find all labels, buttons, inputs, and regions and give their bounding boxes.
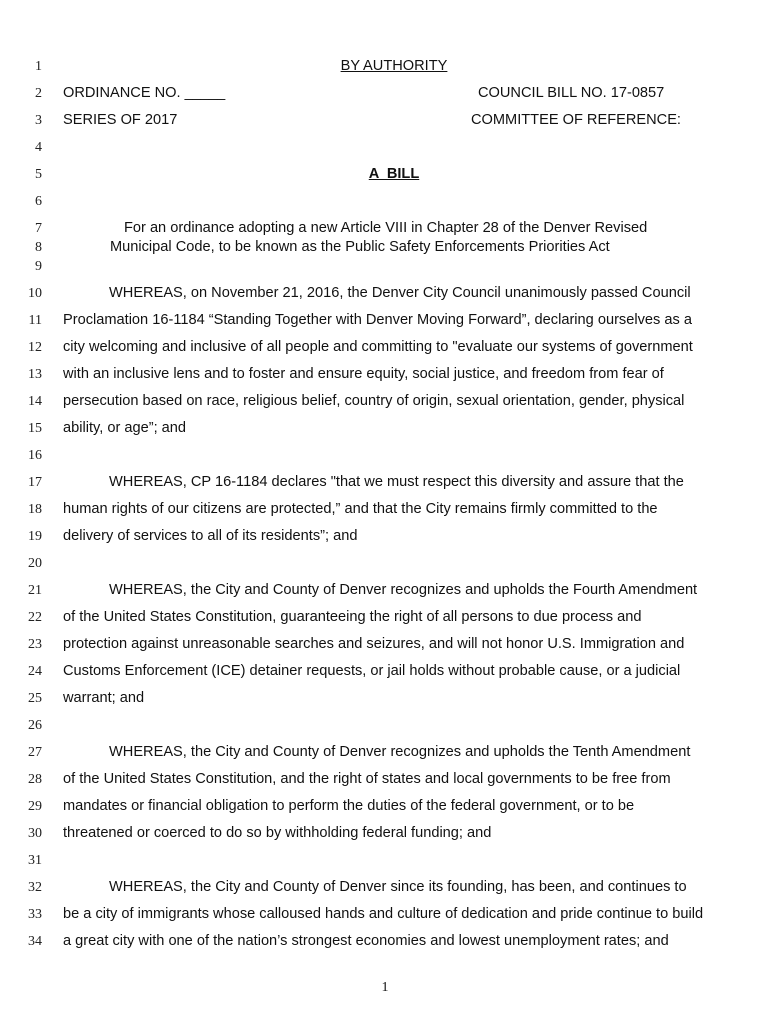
line-number: 26 [28, 718, 42, 733]
line-number: 23 [28, 637, 42, 652]
line-number: 16 [28, 448, 42, 463]
body-line: Proclamation 16-1184 “Standing Together with Denver Moving Forward”, declaring ourselves as a [63, 312, 692, 328]
line-number: 33 [28, 907, 42, 922]
line-number: 29 [28, 799, 42, 814]
committee-of-reference: COMMITTEE OF REFERENCE: [471, 112, 681, 128]
council-bill-number: COUNCIL BILL NO. 17-0857 [478, 85, 665, 101]
line-number: 19 [28, 529, 42, 544]
line-number: 15 [28, 421, 42, 436]
body-line: WHEREAS, the City and County of Denver recognizes and upholds the Fourth Amendment [109, 582, 698, 598]
body-line: WHEREAS, the City and County of Denver since its founding, has been, and continues to [109, 879, 687, 895]
line-number: 22 [28, 610, 42, 625]
line-number: 25 [28, 691, 42, 706]
line-number: 24 [28, 664, 42, 679]
line-number: 3 [35, 113, 42, 128]
line-number: 7 [35, 221, 42, 236]
line-number: 28 [28, 772, 42, 787]
body-line: WHEREAS, the City and County of Denver recognizes and upholds the Tenth Amendment [109, 744, 691, 760]
line-number: 17 [28, 475, 42, 490]
body-line: a great city with one of the nation’s strongest economies and lowest unemployment rates; and [63, 933, 669, 949]
body-line: of the United States Constitution, guaranteeing the right of all persons to due process and [63, 609, 642, 625]
body-line: mandates or financial obligation to perform the duties of the federal government, or to be [63, 798, 635, 814]
line-number: 21 [28, 583, 42, 598]
line-number: 30 [28, 826, 42, 841]
line-number: 6 [35, 194, 42, 209]
line-number: 8 [35, 240, 42, 255]
line-number: 1 [35, 59, 42, 74]
line-number: 4 [35, 140, 42, 155]
by-authority-heading: BY AUTHORITY [340, 58, 448, 74]
line-number: 10 [28, 286, 42, 301]
line-number: 31 [28, 853, 42, 868]
line-number: 18 [28, 502, 42, 517]
body-line: WHEREAS, CP 16-1184 declares "that we must respect this diversity and assure that the [109, 474, 684, 490]
ordinance-number: ORDINANCE NO. _____ [63, 85, 226, 101]
body-line: persecution based on race, religious belief, country of origin, sexual orientation, gender, physical [63, 393, 685, 409]
body-line: threatened or coerced to do so by withholding federal funding; and [63, 825, 492, 841]
body-line: Customs Enforcement (ICE) detainer requests, or jail holds without probable cause, or a judicial [63, 663, 681, 679]
body-line: city welcoming and inclusive of all people and committing to "evaluate our systems of government [63, 339, 693, 355]
line-number: 2 [35, 86, 42, 101]
body-line: warrant; and [63, 690, 145, 706]
bill-title: A BILL [368, 166, 420, 182]
series-year: SERIES OF 2017 [63, 112, 178, 128]
line-number: 34 [28, 934, 42, 949]
line-number: 5 [35, 167, 42, 182]
line-number: 20 [28, 556, 42, 571]
body-line: human rights of our citizens are protected,” and that the City remains firmly committed to the [63, 501, 658, 517]
line-number: 32 [28, 880, 42, 895]
summary-line: For an ordinance adopting a new Article VIII in Chapter 28 of the Denver Revised [124, 220, 648, 236]
body-line: ability, or age”; and [63, 420, 187, 436]
line-number: 12 [28, 340, 42, 355]
body-line: WHEREAS, on November 21, 2016, the Denver City Council unanimously passed Council [109, 285, 691, 301]
body-line: be a city of immigrants whose calloused hands and culture of dedication and pride continue to build [63, 906, 704, 922]
line-number: 9 [35, 259, 42, 274]
line-number: 14 [28, 394, 42, 409]
page-number: 1 [381, 980, 389, 995]
body-line: of the United States Constitution, and the right of states and local governments to be free from [63, 771, 671, 787]
body-line: protection against unreasonable searches and seizures, and will not honor U.S. Immigration and [63, 636, 685, 652]
line-number: 13 [28, 367, 42, 382]
line-number: 11 [28, 313, 42, 328]
body-line: delivery of services to all of its residents”; and [63, 528, 358, 544]
body-line: with an inclusive lens and to foster and ensure equity, social justice, and freedom from fear of [63, 366, 664, 382]
line-number: 27 [28, 745, 42, 760]
summary-line: Municipal Code, to be known as the Public Safety Enforcements Priorities Act [110, 239, 610, 255]
